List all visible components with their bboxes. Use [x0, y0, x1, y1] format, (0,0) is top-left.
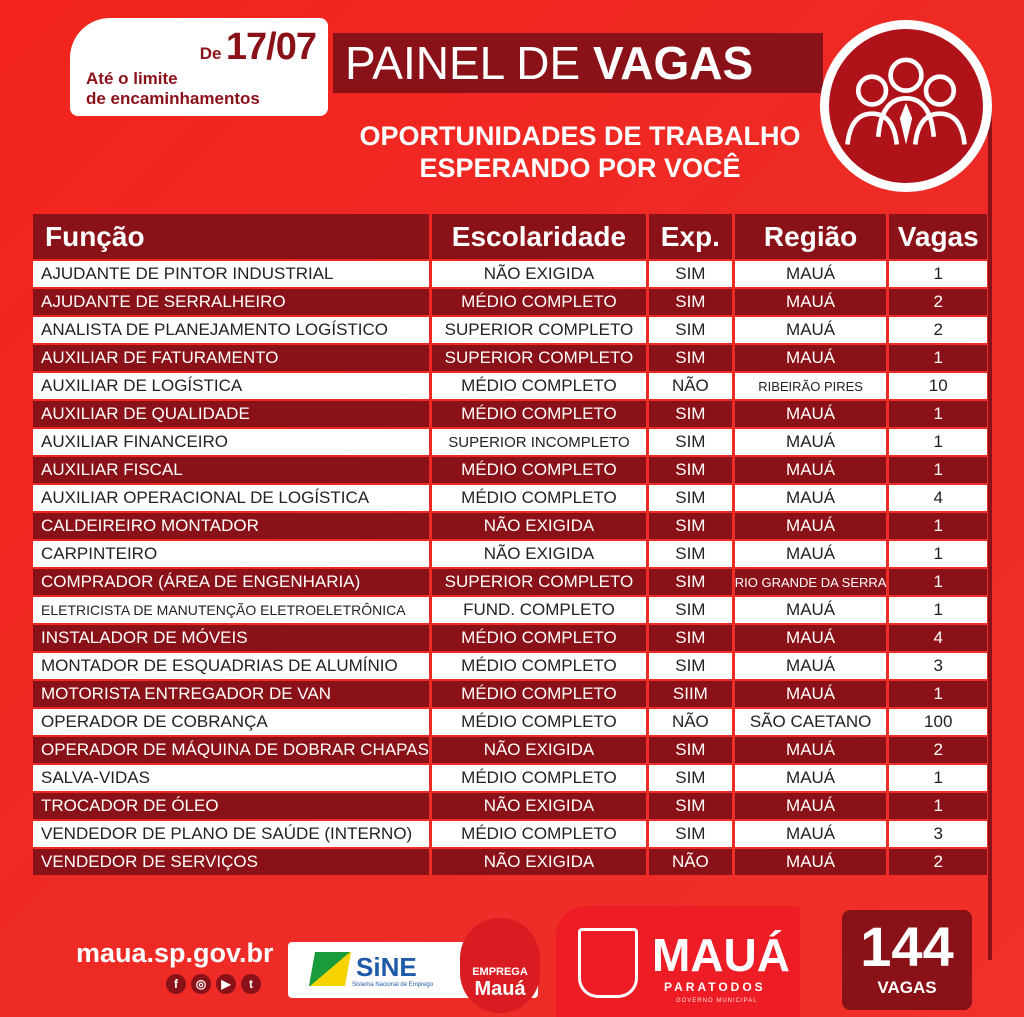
table-row: [33, 653, 987, 679]
table-row: [33, 737, 987, 763]
openings: 1: [889, 569, 987, 595]
subtitle-2: ESPERANDO POR VOCÊ: [419, 153, 741, 183]
openings: 1: [889, 513, 987, 539]
instagram-icon[interactable]: ◎: [191, 974, 211, 994]
maua-tagline: PARATODOS: [664, 980, 766, 994]
table-row: [33, 317, 987, 343]
experience: SIM: [649, 317, 732, 343]
openings: 2: [889, 317, 987, 343]
region: MAUÁ: [735, 261, 887, 287]
education: SUPERIOR COMPLETO: [432, 569, 646, 595]
job-title: SALVA-VIDAS: [33, 765, 429, 791]
column-header: Vagas: [889, 214, 987, 259]
brazil-flag-icon: [309, 952, 351, 986]
education: MÉDIO COMPLETO: [432, 821, 646, 847]
experience: SIM: [649, 625, 732, 651]
region: RIO GRANDE DA SERRA: [735, 569, 887, 595]
openings: 100: [889, 709, 987, 735]
column-header: Escolaridade: [432, 214, 646, 259]
education: NÃO EXIGIDA: [432, 793, 646, 819]
region: MAUÁ: [735, 681, 887, 707]
education: NÃO EXIGIDA: [432, 541, 646, 567]
openings: 1: [889, 765, 987, 791]
education: NÃO EXIGIDA: [432, 261, 646, 287]
region: MAUÁ: [735, 821, 887, 847]
job-title: TROCADOR DE ÓLEO: [33, 793, 429, 819]
job-title: AJUDANTE DE SERRALHEIRO: [33, 289, 429, 315]
education: MÉDIO COMPLETO: [432, 653, 646, 679]
experience: SIM: [649, 821, 732, 847]
experience: SIM: [649, 653, 732, 679]
date: 17/07: [225, 26, 316, 68]
education: SUPERIOR INCOMPLETO: [432, 429, 646, 455]
experience: SIM: [649, 289, 732, 315]
social-icons: [166, 974, 261, 994]
education: MÉDIO COMPLETO: [432, 457, 646, 483]
job-title: MOTORISTA ENTREGADOR DE VAN: [33, 681, 429, 707]
region: MAUÁ: [735, 541, 887, 567]
openings: 1: [889, 345, 987, 371]
education: FUND. COMPLETO: [432, 597, 646, 623]
table-row: [33, 345, 987, 371]
table-row: [33, 429, 987, 455]
job-title: AUXILIAR DE LOGÍSTICA: [33, 373, 429, 399]
openings: 1: [889, 401, 987, 427]
region: RIBEIRÃO PIRES: [735, 373, 887, 399]
job-title: ELETRICISTA DE MANUTENÇÃO ELETROELETRÔNICA: [33, 597, 429, 623]
job-title: VENDEDOR DE PLANO DE SAÚDE (INTERNO): [33, 821, 429, 847]
region: MAUÁ: [735, 457, 887, 483]
table-row: [33, 793, 987, 819]
experience: SIM: [649, 765, 732, 791]
job-title: AUXILIAR DE FATURAMENTO: [33, 345, 429, 371]
subtitle: [330, 120, 830, 184]
table-row: [33, 373, 987, 399]
openings: 1: [889, 597, 987, 623]
region: MAUÁ: [735, 289, 887, 315]
job-title: VENDEDOR DE SERVIÇOS: [33, 849, 429, 875]
region: MAUÁ: [735, 485, 887, 511]
total-label: VAGAS: [877, 978, 937, 997]
emprega-maua-logo: [460, 918, 540, 1013]
job-title: AUXILIAR FISCAL: [33, 457, 429, 483]
region: SÃO CAETANO: [735, 709, 887, 735]
education: MÉDIO COMPLETO: [432, 765, 646, 791]
table-row: [33, 569, 987, 595]
education: MÉDIO COMPLETO: [432, 681, 646, 707]
experience: SIM: [649, 261, 732, 287]
date-badge: [70, 18, 328, 116]
region: MAUÁ: [735, 849, 887, 875]
experience: NÃO: [649, 849, 732, 875]
table-row: [33, 289, 987, 315]
openings: 1: [889, 541, 987, 567]
facebook-icon[interactable]: f: [166, 974, 186, 994]
website-link[interactable]: maua.sp.gov.br: [76, 938, 274, 968]
table-row: [33, 821, 987, 847]
experience: SIM: [649, 541, 732, 567]
emprega-line2: Mauá: [474, 978, 526, 1000]
total-count: 144: [860, 915, 954, 978]
workers-icon: [820, 20, 992, 192]
total-vagas-badge: [842, 910, 972, 1010]
date-note-2: de encaminhamentos: [86, 89, 260, 108]
region: MAUÁ: [735, 737, 887, 763]
job-title: ANALISTA DE PLANEJAMENTO LOGÍSTICO: [33, 317, 429, 343]
openings: 1: [889, 681, 987, 707]
region: MAUÁ: [735, 793, 887, 819]
table-row: [33, 457, 987, 483]
coat-of-arms-icon: [578, 928, 638, 998]
education: MÉDIO COMPLETO: [432, 485, 646, 511]
job-title: OPERADOR DE COBRANÇA: [33, 709, 429, 735]
experience: SIM: [649, 597, 732, 623]
experience: SIM: [649, 737, 732, 763]
table-row: [33, 261, 987, 287]
education: MÉDIO COMPLETO: [432, 289, 646, 315]
experience: SIM: [649, 429, 732, 455]
experience: NÃO: [649, 709, 732, 735]
openings: 4: [889, 625, 987, 651]
education: MÉDIO COMPLETO: [432, 373, 646, 399]
openings: 4: [889, 485, 987, 511]
experience: SIM: [649, 485, 732, 511]
subtitle-1: OPORTUNIDADES DE TRABALHO: [359, 121, 801, 151]
job-title: AUXILIAR DE QUALIDADE: [33, 401, 429, 427]
sine-logo: SiNE: [356, 952, 417, 982]
experience: SIIM: [649, 681, 732, 707]
table-row: [33, 401, 987, 427]
table-row: [33, 597, 987, 623]
twitter-icon[interactable]: t: [241, 974, 261, 994]
openings: 1: [889, 261, 987, 287]
openings: 2: [889, 737, 987, 763]
region: MAUÁ: [735, 513, 887, 539]
openings: 1: [889, 457, 987, 483]
openings: 3: [889, 821, 987, 847]
openings: 1: [889, 793, 987, 819]
region: MAUÁ: [735, 597, 887, 623]
experience: SIM: [649, 569, 732, 595]
date-prefix: De: [199, 44, 222, 63]
page-title: [333, 33, 823, 93]
region: MAUÁ: [735, 345, 887, 371]
sine-subtitle: Sistema Nacional de Emprego: [352, 982, 434, 988]
column-header: Exp.: [649, 214, 732, 259]
education: MÉDIO COMPLETO: [432, 625, 646, 651]
education: NÃO EXIGIDA: [432, 849, 646, 875]
region: MAUÁ: [735, 765, 887, 791]
emprega-line1: EMPREGA: [472, 966, 528, 978]
openings: 2: [889, 289, 987, 315]
education: MÉDIO COMPLETO: [432, 709, 646, 735]
education: NÃO EXIGIDA: [432, 737, 646, 763]
jobs-table: [30, 212, 990, 877]
job-title: AJUDANTE DE PINTOR INDUSTRIAL: [33, 261, 429, 287]
openings: 1: [889, 429, 987, 455]
region: MAUÁ: [735, 317, 887, 343]
openings: 2: [889, 849, 987, 875]
experience: NÃO: [649, 373, 732, 399]
table-row: [33, 709, 987, 735]
experience: SIM: [649, 513, 732, 539]
title-bold: VAGAS: [592, 37, 754, 89]
job-title: CALDEIREIRO MONTADOR: [33, 513, 429, 539]
table-row: [33, 681, 987, 707]
education: SUPERIOR COMPLETO: [432, 317, 646, 343]
experience: SIM: [649, 401, 732, 427]
job-title: AUXILIAR OPERACIONAL DE LOGÍSTICA: [33, 485, 429, 511]
maua-name: MAUÁ: [652, 929, 790, 981]
maua-gov: GOVERNO MUNICIPAL: [676, 998, 758, 1004]
openings: 3: [889, 653, 987, 679]
job-title: INSTALADOR DE MÓVEIS: [33, 625, 429, 651]
title-light: PAINEL DE: [345, 37, 581, 89]
education: NÃO EXIGIDA: [432, 513, 646, 539]
table-row: [33, 541, 987, 567]
region: MAUÁ: [735, 653, 887, 679]
job-title: OPERADOR DE MÁQUINA DE DOBRAR CHAPAS: [33, 737, 429, 763]
column-header: Função: [33, 214, 429, 259]
date-note-1: Até o limite: [86, 69, 178, 88]
job-title: COMPRADOR (ÁREA DE ENGENHARIA): [33, 569, 429, 595]
table-row: [33, 765, 987, 791]
table-row: [33, 513, 987, 539]
table-row: [33, 849, 987, 875]
openings: 10: [889, 373, 987, 399]
job-title: CARPINTEIRO: [33, 541, 429, 567]
region: MAUÁ: [735, 429, 887, 455]
experience: SIM: [649, 793, 732, 819]
column-header: Região: [735, 214, 887, 259]
table-row: [33, 485, 987, 511]
region: MAUÁ: [735, 625, 887, 651]
job-title: AUXILIAR FINANCEIRO: [33, 429, 429, 455]
job-title: MONTADOR DE ESQUADRIAS DE ALUMÍNIO: [33, 653, 429, 679]
education: SUPERIOR COMPLETO: [432, 345, 646, 371]
maua-logo: [556, 906, 800, 1017]
experience: SIM: [649, 457, 732, 483]
youtube-icon[interactable]: ▶: [216, 974, 236, 994]
table-row: [33, 625, 987, 651]
experience: SIM: [649, 345, 732, 371]
education: MÉDIO COMPLETO: [432, 401, 646, 427]
region: MAUÁ: [735, 401, 887, 427]
